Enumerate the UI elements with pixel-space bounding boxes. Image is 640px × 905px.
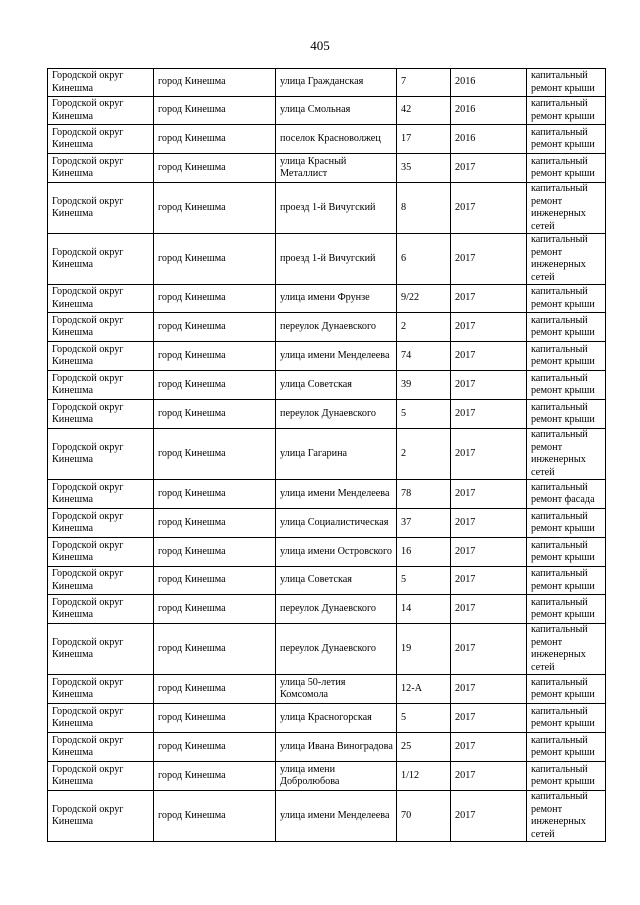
table-row	[48, 429, 606, 480]
municipality-cell: Городской округ Кинешма	[48, 480, 154, 509]
table-row	[48, 538, 606, 567]
work-type-cell: капитальный ремонт инженерных сетей	[527, 183, 606, 234]
house-number-cell: 37	[397, 509, 451, 538]
settlement-cell: город Кинешма	[154, 624, 276, 675]
table-row	[48, 595, 606, 624]
house-number-cell: 2	[397, 429, 451, 480]
settlement-cell: город Кинешма	[154, 762, 276, 791]
municipality-cell: Городской округ Кинешма	[48, 285, 154, 313]
street-cell: переулок Дунаевского	[276, 595, 397, 624]
municipality-cell: Городской округ Кинешма	[48, 400, 154, 429]
table-row	[48, 69, 606, 97]
house-number-cell: 78	[397, 480, 451, 509]
registry-body	[48, 69, 606, 842]
street-cell: переулок Дунаевского	[276, 313, 397, 342]
municipality-cell: Городской округ Кинешма	[48, 675, 154, 704]
municipality-cell: Городской округ Кинешма	[48, 624, 154, 675]
municipality-cell: Городской округ Кинешма	[48, 595, 154, 624]
settlement-cell: город Кинешма	[154, 183, 276, 234]
settlement-cell: город Кинешма	[154, 371, 276, 400]
year-cell: 2017	[451, 762, 527, 791]
work-type-cell: капитальный ремонт инженерных сетей	[527, 234, 606, 285]
table-row	[48, 624, 606, 675]
year-cell: 2017	[451, 342, 527, 371]
municipality-cell: Городской округ Кинешма	[48, 567, 154, 595]
street-cell: улица Советская	[276, 371, 397, 400]
municipality-cell: Городской округ Кинешма	[48, 538, 154, 567]
table-row	[48, 400, 606, 429]
house-number-cell: 12-А	[397, 675, 451, 704]
table-row	[48, 509, 606, 538]
street-cell: улица Советская	[276, 567, 397, 595]
street-cell: улица 50-летия Комсомола	[276, 675, 397, 704]
work-type-cell: капитальный ремонт крыши	[527, 675, 606, 704]
table-row	[48, 733, 606, 762]
settlement-cell: город Кинешма	[154, 154, 276, 183]
street-cell: переулок Дунаевского	[276, 400, 397, 429]
work-type-cell: капитальный ремонт крыши	[527, 125, 606, 154]
work-type-cell: капитальный ремонт фасада	[527, 480, 606, 509]
work-type-cell: капитальный ремонт крыши	[527, 509, 606, 538]
settlement-cell: город Кинешма	[154, 429, 276, 480]
year-cell: 2017	[451, 480, 527, 509]
table-row	[48, 234, 606, 285]
municipality-cell: Городской округ Кинешма	[48, 791, 154, 842]
street-cell: поселок Красноволжец	[276, 125, 397, 154]
work-type-cell: капитальный ремонт крыши	[527, 400, 606, 429]
table-row	[48, 480, 606, 509]
table-row	[48, 342, 606, 371]
table-row	[48, 762, 606, 791]
settlement-cell: город Кинешма	[154, 313, 276, 342]
municipality-cell: Городской округ Кинешма	[48, 97, 154, 125]
house-number-cell: 2	[397, 313, 451, 342]
year-cell: 2016	[451, 69, 527, 97]
house-number-cell: 8	[397, 183, 451, 234]
work-type-cell: капитальный ремонт крыши	[527, 154, 606, 183]
work-type-cell: капитальный ремонт крыши	[527, 704, 606, 733]
municipality-cell: Городской округ Кинешма	[48, 69, 154, 97]
street-cell: улица Смольная	[276, 97, 397, 125]
house-number-cell: 9/22	[397, 285, 451, 313]
street-cell: улица имени Менделеева	[276, 791, 397, 842]
page-number: 405	[310, 38, 330, 53]
municipality-cell: Городской округ Кинешма	[48, 762, 154, 791]
street-cell: улица Гагарина	[276, 429, 397, 480]
year-cell: 2016	[451, 125, 527, 154]
house-number-cell: 14	[397, 595, 451, 624]
house-number-cell: 17	[397, 125, 451, 154]
year-cell: 2017	[451, 429, 527, 480]
year-cell: 2017	[451, 567, 527, 595]
house-number-cell: 16	[397, 538, 451, 567]
table-row	[48, 125, 606, 154]
settlement-cell: город Кинешма	[154, 285, 276, 313]
municipality-cell: Городской округ Кинешма	[48, 234, 154, 285]
year-cell: 2017	[451, 624, 527, 675]
house-number-cell: 35	[397, 154, 451, 183]
settlement-cell: город Кинешма	[154, 704, 276, 733]
street-cell: улица имени Островского	[276, 538, 397, 567]
settlement-cell: город Кинешма	[154, 538, 276, 567]
municipality-cell: Городской округ Кинешма	[48, 704, 154, 733]
municipality-cell: Городской округ Кинешма	[48, 509, 154, 538]
repair-registry-table	[47, 68, 606, 842]
street-cell: проезд 1-й Вичугский	[276, 183, 397, 234]
table-row	[48, 97, 606, 125]
table-row	[48, 675, 606, 704]
settlement-cell: город Кинешма	[154, 595, 276, 624]
municipality-cell: Городской округ Кинешма	[48, 313, 154, 342]
work-type-cell: капитальный ремонт крыши	[527, 69, 606, 97]
year-cell: 2017	[451, 313, 527, 342]
settlement-cell: город Кинешма	[154, 791, 276, 842]
house-number-cell: 7	[397, 69, 451, 97]
street-cell: улица имени Менделеева	[276, 342, 397, 371]
street-cell: улица Красногорская	[276, 704, 397, 733]
work-type-cell: капитальный ремонт крыши	[527, 538, 606, 567]
house-number-cell: 5	[397, 704, 451, 733]
house-number-cell: 1/12	[397, 762, 451, 791]
settlement-cell: город Кинешма	[154, 69, 276, 97]
street-cell: улица Гражданская	[276, 69, 397, 97]
house-number-cell: 5	[397, 400, 451, 429]
year-cell: 2017	[451, 538, 527, 567]
settlement-cell: город Кинешма	[154, 509, 276, 538]
work-type-cell: капитальный ремонт крыши	[527, 567, 606, 595]
municipality-cell: Городской округ Кинешма	[48, 371, 154, 400]
municipality-cell: Городской округ Кинешма	[48, 183, 154, 234]
house-number-cell: 19	[397, 624, 451, 675]
work-type-cell: капитальный ремонт крыши	[527, 313, 606, 342]
year-cell: 2017	[451, 509, 527, 538]
table-row	[48, 704, 606, 733]
table-row	[48, 183, 606, 234]
work-type-cell: капитальный ремонт инженерных сетей	[527, 624, 606, 675]
year-cell: 2017	[451, 183, 527, 234]
year-cell: 2017	[451, 791, 527, 842]
municipality-cell: Городской округ Кинешма	[48, 125, 154, 154]
year-cell: 2017	[451, 285, 527, 313]
year-cell: 2017	[451, 400, 527, 429]
work-type-cell: капитальный ремонт крыши	[527, 342, 606, 371]
settlement-cell: город Кинешма	[154, 567, 276, 595]
table-row	[48, 154, 606, 183]
year-cell: 2017	[451, 595, 527, 624]
year-cell: 2017	[451, 733, 527, 762]
table-row	[48, 313, 606, 342]
year-cell: 2017	[451, 234, 527, 285]
work-type-cell: капитальный ремонт крыши	[527, 595, 606, 624]
settlement-cell: город Кинешма	[154, 400, 276, 429]
street-cell: переулок Дунаевского	[276, 624, 397, 675]
work-type-cell: капитальный ремонт крыши	[527, 285, 606, 313]
settlement-cell: город Кинешма	[154, 480, 276, 509]
table-row	[48, 371, 606, 400]
settlement-cell: город Кинешма	[154, 733, 276, 762]
work-type-cell: капитальный ремонт крыши	[527, 371, 606, 400]
table-row	[48, 285, 606, 313]
settlement-cell: город Кинешма	[154, 125, 276, 154]
municipality-cell: Городской округ Кинешма	[48, 154, 154, 183]
table-row	[48, 567, 606, 595]
house-number-cell: 39	[397, 371, 451, 400]
work-type-cell: капитальный ремонт крыши	[527, 762, 606, 791]
year-cell: 2017	[451, 704, 527, 733]
municipality-cell: Городской округ Кинешма	[48, 342, 154, 371]
year-cell: 2017	[451, 371, 527, 400]
street-cell: улица Красный Металлист	[276, 154, 397, 183]
year-cell: 2017	[451, 154, 527, 183]
house-number-cell: 42	[397, 97, 451, 125]
street-cell: улица имени Добролюбова	[276, 762, 397, 791]
street-cell: улица имени Менделеева	[276, 480, 397, 509]
year-cell: 2017	[451, 675, 527, 704]
settlement-cell: город Кинешма	[154, 342, 276, 371]
municipality-cell: Городской округ Кинешма	[48, 429, 154, 480]
street-cell: улица Ивана Виноградова	[276, 733, 397, 762]
municipality-cell: Городской округ Кинешма	[48, 733, 154, 762]
house-number-cell: 6	[397, 234, 451, 285]
work-type-cell: капитальный ремонт крыши	[527, 97, 606, 125]
street-cell: улица имени Фрунзе	[276, 285, 397, 313]
year-cell: 2016	[451, 97, 527, 125]
work-type-cell: капитальный ремонт крыши	[527, 733, 606, 762]
house-number-cell: 5	[397, 567, 451, 595]
work-type-cell: капитальный ремонт инженерных сетей	[527, 429, 606, 480]
settlement-cell: город Кинешма	[154, 97, 276, 125]
settlement-cell: город Кинешма	[154, 675, 276, 704]
street-cell: проезд 1-й Вичугский	[276, 234, 397, 285]
house-number-cell: 70	[397, 791, 451, 842]
house-number-cell: 74	[397, 342, 451, 371]
street-cell: улица Социалистическая	[276, 509, 397, 538]
settlement-cell: город Кинешма	[154, 234, 276, 285]
table-row	[48, 791, 606, 842]
house-number-cell: 25	[397, 733, 451, 762]
work-type-cell: капитальный ремонт инженерных сетей	[527, 791, 606, 842]
